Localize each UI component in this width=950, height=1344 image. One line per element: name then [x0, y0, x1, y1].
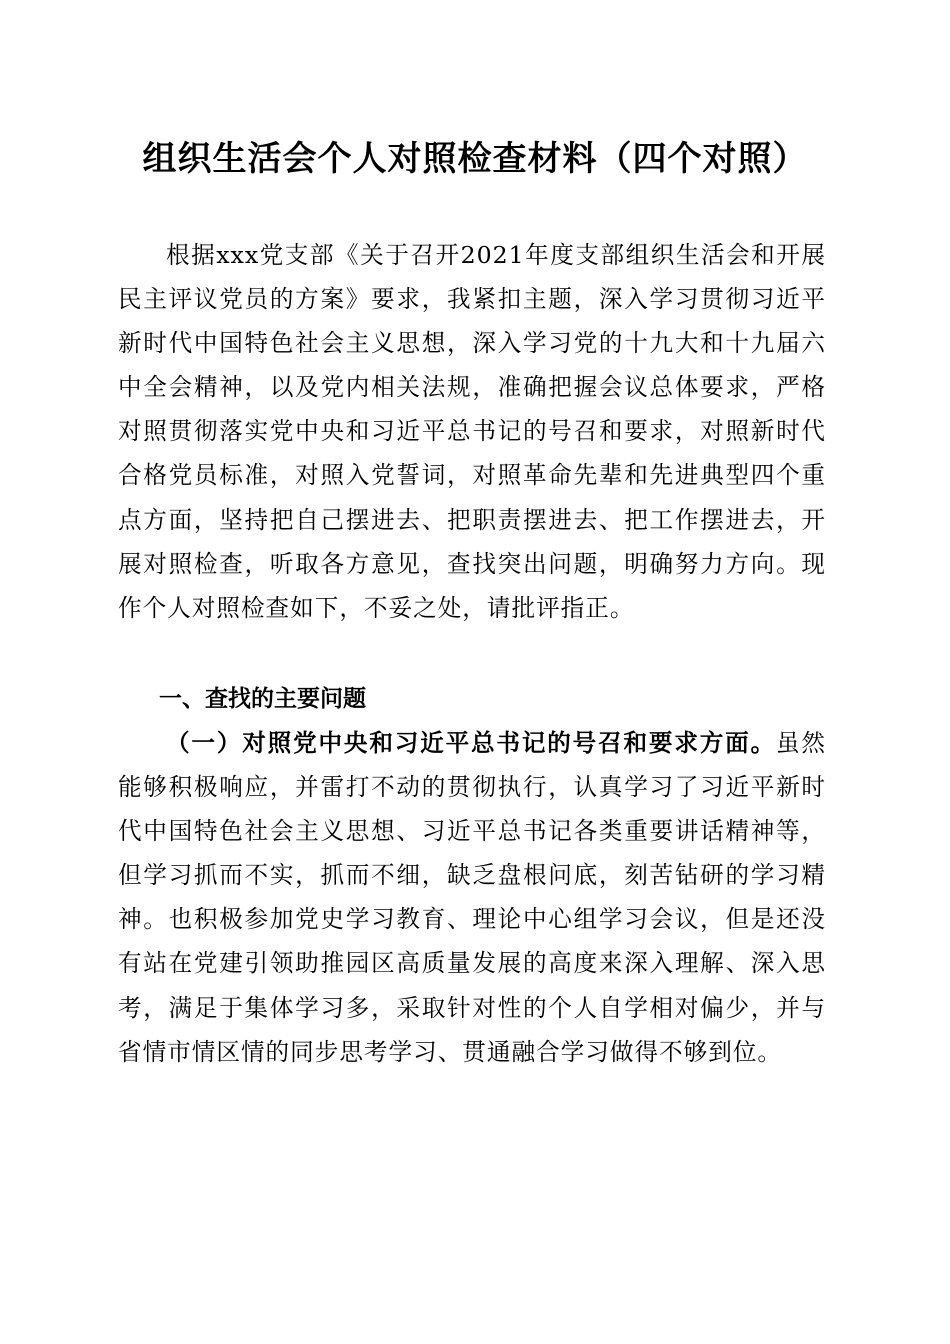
- item-paragraph: [118, 721, 826, 1074]
- section-heading: 一、查找的主要问题: [159, 686, 366, 712]
- intro-paragraph: 根据xxx党支部《关于召开2021年度支部组织生活会和开展民主评议党员的方案》要求，我紧扣主题，深入学习贯彻习近平新时代中国特色社会主义思想，深入学习党的十九大和十九届六中全会精神，以及党内相关法规，准确把握会议总体要求，严格对照贯彻落实党中央和习近平总书记的号召和要求，对照新时代合格党员标准，对照入党誓词，对照革命先辈和先进典型四个重点方面，坚持把自己摆进去、把职责摆进去、把工作摆进去，开展对照检查，听取各方意见，查找突出问题，明确努力方向。现作个人对照检查如下，不妥之处，请批评指正。: [118, 241, 826, 622]
- document-title: 组织生活会个人对照检查材料（四个对照）: [142, 139, 808, 179]
- item-lead: （一）对照党中央和习近平总书记的号召和要求方面。: [166, 729, 776, 757]
- item-body: 虽然能够积极响应，并雷打不动的贯彻执行，认真学习了习近平新时代中国特色社会主义思想、习近平总书记各类重要讲话精神等，但学习抓而不实，抓而不细，缺乏盘根问底，刻苦钻研的学习精神。也积极参加党史学习教育、理论中心组学习会议，但是还没有站在党建引领助推园区高质量发展的高度来深入理解、深入思考，满足于集体学习多，采取针对性的个人自学相对偏少，并与省情市情区情的同步思考学习、贯通融合学习做得不够到位。: [118, 729, 827, 1066]
